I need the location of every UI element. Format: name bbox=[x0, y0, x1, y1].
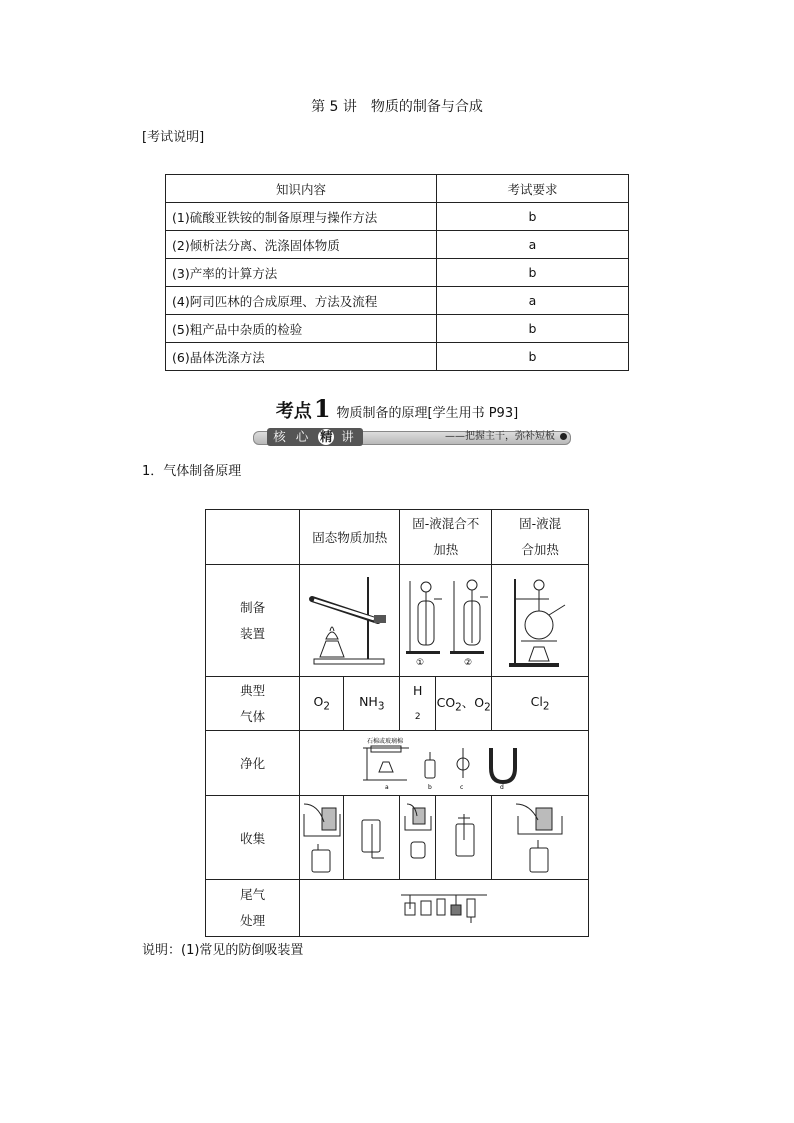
collect-cl2 bbox=[492, 796, 589, 880]
row-text: 尾气 bbox=[240, 887, 266, 902]
gas-o2 bbox=[300, 677, 344, 731]
solid-liquid-noheat-apparatus bbox=[400, 565, 492, 677]
table-row bbox=[166, 259, 629, 287]
solid-heat-apparatus bbox=[300, 565, 400, 677]
gas-sub: 2 bbox=[414, 711, 421, 722]
row-text: 处理 bbox=[240, 913, 266, 928]
cl2-collection-icon bbox=[510, 800, 570, 876]
gas-text: 、O bbox=[461, 695, 485, 711]
point-prefix: 考点 bbox=[275, 401, 312, 422]
section-heading: 1．气体制备原理 bbox=[142, 464, 242, 479]
table-header-row bbox=[166, 175, 629, 203]
point-text: 物质制备的原理[学生用书 P93] bbox=[336, 406, 519, 421]
setup-mark-2: ② bbox=[463, 657, 472, 668]
note-text: 说明：(1)常见的防倒吸装置 bbox=[142, 943, 304, 958]
table-row bbox=[206, 880, 589, 937]
water-displacement-icon bbox=[302, 800, 342, 876]
requirements-table bbox=[165, 174, 629, 371]
row-level: a bbox=[437, 287, 629, 315]
row-collect-label: 收集 bbox=[206, 796, 300, 880]
gas-sub: 2 bbox=[484, 701, 491, 714]
row-level: b bbox=[437, 315, 629, 343]
row-text: 典型 bbox=[240, 682, 266, 698]
gas-sub: 2 bbox=[542, 700, 550, 713]
point-number: 1 bbox=[313, 394, 331, 423]
row-purify-label: 净化 bbox=[206, 731, 300, 796]
flask-funnel-icon bbox=[402, 571, 490, 671]
gas-sub: 2 bbox=[323, 700, 331, 713]
gas-text: H bbox=[413, 682, 423, 698]
table-row bbox=[206, 796, 589, 880]
upward-air-icon bbox=[444, 800, 484, 876]
purify-label-b: b bbox=[428, 784, 432, 791]
gas-text: CO bbox=[436, 695, 456, 711]
purify-apparatus bbox=[300, 731, 589, 796]
row-content: (2)倾析法分离、洗涤固体物质 bbox=[166, 231, 437, 259]
downward-air-icon bbox=[352, 800, 392, 876]
banner-label-b: 精 bbox=[319, 429, 333, 444]
gas-text: Cl bbox=[530, 694, 543, 710]
purification-devices-icon bbox=[359, 734, 529, 792]
purify-label-c: c bbox=[460, 784, 464, 791]
banner-dot-icon bbox=[560, 433, 567, 440]
gas-text: O bbox=[313, 694, 324, 710]
table-row bbox=[206, 731, 589, 796]
banner-label bbox=[267, 428, 363, 446]
purify-label-d: d bbox=[500, 784, 504, 791]
table-row bbox=[166, 315, 629, 343]
row-text: 制备 bbox=[240, 599, 266, 615]
row-level: b bbox=[437, 343, 629, 371]
inverted-tube-icon bbox=[403, 800, 433, 876]
row-level: a bbox=[437, 231, 629, 259]
table-row bbox=[166, 287, 629, 315]
table-row bbox=[166, 203, 629, 231]
banner-label-c: 讲 bbox=[341, 429, 357, 444]
banner-slogan: ——把握主干，弥补短板 bbox=[445, 431, 555, 442]
solid-liquid-heat-apparatus bbox=[492, 565, 589, 677]
gas-sub: 2 bbox=[455, 701, 462, 714]
gas-preparation-table bbox=[205, 509, 589, 937]
row-content: (6)晶体洗涤方法 bbox=[166, 343, 437, 371]
col-text: 加热 bbox=[433, 542, 459, 557]
col-solid-liquid-noheat bbox=[400, 510, 492, 565]
collect-up bbox=[436, 796, 492, 880]
purify-label-a: a bbox=[385, 784, 389, 791]
row-level: b bbox=[437, 259, 629, 287]
corner-cell bbox=[206, 510, 300, 565]
table-row bbox=[166, 231, 629, 259]
gas-h2 bbox=[400, 677, 436, 731]
row-text: 装置 bbox=[240, 625, 266, 641]
collect-water bbox=[300, 796, 344, 880]
gas-nh3 bbox=[344, 677, 400, 731]
tail-gas-apparatus bbox=[300, 880, 589, 937]
row-content: (3)产率的计算方法 bbox=[166, 259, 437, 287]
point-heading bbox=[0, 394, 794, 423]
test-tube-heating-icon bbox=[304, 571, 396, 671]
setup-mark-1: ① bbox=[415, 657, 424, 668]
tail-gas-devices-icon bbox=[399, 891, 489, 925]
core-lecture-banner bbox=[253, 428, 569, 446]
row-apparatus-label bbox=[206, 565, 300, 677]
row-level: b bbox=[437, 203, 629, 231]
col-text: 合加热 bbox=[521, 542, 559, 557]
header-content: 知识内容 bbox=[166, 175, 437, 203]
collect-h2 bbox=[400, 796, 436, 880]
purify-label-top: 石棉或玻璃棉 bbox=[367, 738, 404, 745]
round-flask-heating-icon bbox=[505, 571, 575, 671]
col-solid-liquid-heat bbox=[492, 510, 589, 565]
row-content: (1)硫酸亚铁铵的制备原理与操作方法 bbox=[166, 203, 437, 231]
col-text: 固-液混 bbox=[519, 516, 562, 531]
page-title: 第 5 讲 物质的制备与合成 bbox=[311, 99, 483, 115]
table-row bbox=[206, 565, 589, 677]
banner-label-a: 核 心 bbox=[273, 429, 312, 444]
table-row bbox=[206, 677, 589, 731]
gas-sub: 3 bbox=[377, 700, 385, 713]
header-level: 考试要求 bbox=[437, 175, 629, 203]
gas-text: NH bbox=[359, 694, 378, 710]
row-tail-label bbox=[206, 880, 300, 937]
gas-cl2 bbox=[492, 677, 589, 731]
row-text: 气体 bbox=[240, 708, 266, 724]
exam-description-label: [考试说明] bbox=[142, 130, 205, 145]
collect-down bbox=[344, 796, 400, 880]
table-row bbox=[206, 510, 589, 565]
col-solid-heat: 固态物质加热 bbox=[300, 510, 400, 565]
row-content: (5)粗产品中杂质的检验 bbox=[166, 315, 437, 343]
row-content: (4)阿司匹林的合成原理、方法及流程 bbox=[166, 287, 437, 315]
gas-co2-o2 bbox=[436, 677, 492, 731]
table-row bbox=[166, 343, 629, 371]
row-gas-label bbox=[206, 677, 300, 731]
col-text: 固-液混合不 bbox=[412, 516, 480, 531]
